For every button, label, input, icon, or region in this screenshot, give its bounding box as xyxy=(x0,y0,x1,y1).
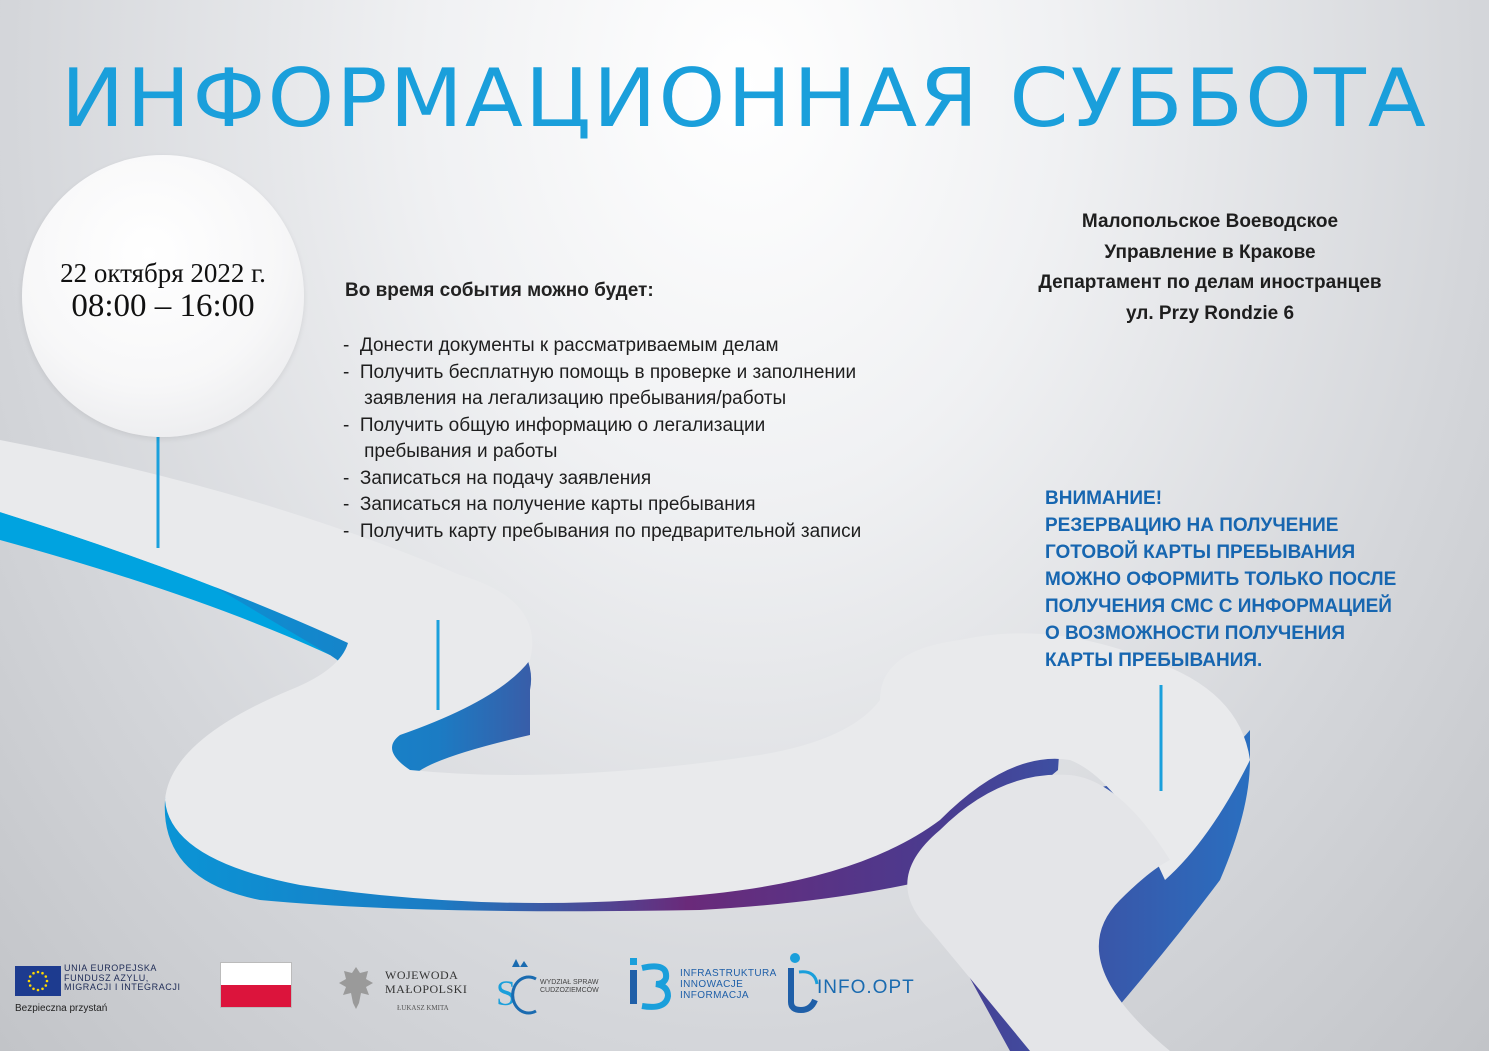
i3-logo-icon xyxy=(626,952,678,1014)
page-title: ИНФОРМАЦИОННАЯ СУББОТА xyxy=(60,52,1429,145)
address-line: Малопольское Воеводское xyxy=(1081,211,1339,232)
poland-flag-icon xyxy=(220,962,292,1008)
address-line: ул. Przy Rondzie 6 xyxy=(1125,302,1295,324)
i3-label xyxy=(680,968,777,1001)
event-date: 22 октября 2022 г. xyxy=(60,258,266,288)
eagle-emblem-icon xyxy=(333,963,379,1013)
list-item: - Записаться на подачу заявления xyxy=(343,467,652,489)
list-item: - Получить карту пребывания по предварительной записи xyxy=(343,520,862,542)
i3-line: INNOWACJE xyxy=(680,979,744,990)
sc-label xyxy=(540,979,599,995)
notice-line: ПОЛУЧЕНИЯ СМС С ИНФОРМАЦИЕЙ xyxy=(1045,596,1392,617)
notice-line: ГОТОВОЙ КАРТЫ ПРЕБЫВАНИЯ xyxy=(1045,542,1356,563)
list-item: - Получить общую информацию о легализации xyxy=(343,414,766,436)
wojewoda-line: MAŁOPOLSKI xyxy=(385,982,468,996)
notice-line: РЕЗЕРВАЦИЮ НА ПОЛУЧЕНИЕ xyxy=(1045,515,1339,536)
eu-subtitle: Bezpieczna przystań xyxy=(15,1003,108,1014)
list-item: пребывания и работы xyxy=(343,441,558,462)
wojewoda-line: WOJEWODA xyxy=(385,968,459,982)
i3-line: INFORMACJA xyxy=(680,990,749,1001)
sc-logo-icon xyxy=(494,955,542,1017)
wojewoda-name: ŁUKASZ KMITA xyxy=(397,1004,449,1012)
list-item: - Донести документы к рассматриваемым делам xyxy=(343,335,779,356)
eu-label-line: FUNDUSZ AZYLU, xyxy=(64,972,149,983)
sc-line: WYDZIAŁ SPRAW xyxy=(540,979,599,986)
activities-list xyxy=(343,333,861,545)
list-item: - Записаться на получение карты пребывания xyxy=(343,494,756,515)
list-item: заявления на легализацию пребывания/работы xyxy=(343,388,787,409)
event-time: 08:00 – 16:00 xyxy=(71,288,255,324)
notice-line: КАРТЫ ПРЕБЫВАНИЯ. xyxy=(1045,650,1263,671)
list-item: - Получить бесплатную помощь в проверке и заполнении xyxy=(343,361,857,383)
wojewoda-label xyxy=(385,968,467,996)
activities-intro: Во время события можно будет: xyxy=(345,280,654,301)
notice-line: ВНИМАНИЕ! xyxy=(1045,488,1163,509)
eu-label-line: MIGRACJI I INTEGRACJI xyxy=(64,982,181,992)
notice-line: О ВОЗМОЖНОСТИ ПОЛУЧЕНИЯ xyxy=(1045,623,1345,644)
office-address xyxy=(980,207,1440,329)
notice-line: МОЖНО ОФОРМИТЬ ТОЛЬКО ПОСЛЕ xyxy=(1045,569,1397,590)
address-line: Управление в Кракове xyxy=(1104,241,1316,263)
info-opt-label: INFO.OPT xyxy=(817,977,915,998)
svg-text:S: S xyxy=(496,973,517,1013)
eu-flag-icon xyxy=(15,966,61,996)
sc-line: CUDZOZIEMCÓW xyxy=(540,987,599,994)
eu-label-line: UNIA EUROPEJSKA xyxy=(64,963,158,973)
info-opt-logo-icon xyxy=(785,950,819,1016)
attention-notice xyxy=(1045,485,1396,674)
address-line: Департамент по делам иностранцев xyxy=(1038,272,1382,293)
eu-fund-label xyxy=(64,964,181,993)
i3-line: INFRASTRUKTURA xyxy=(680,968,777,979)
